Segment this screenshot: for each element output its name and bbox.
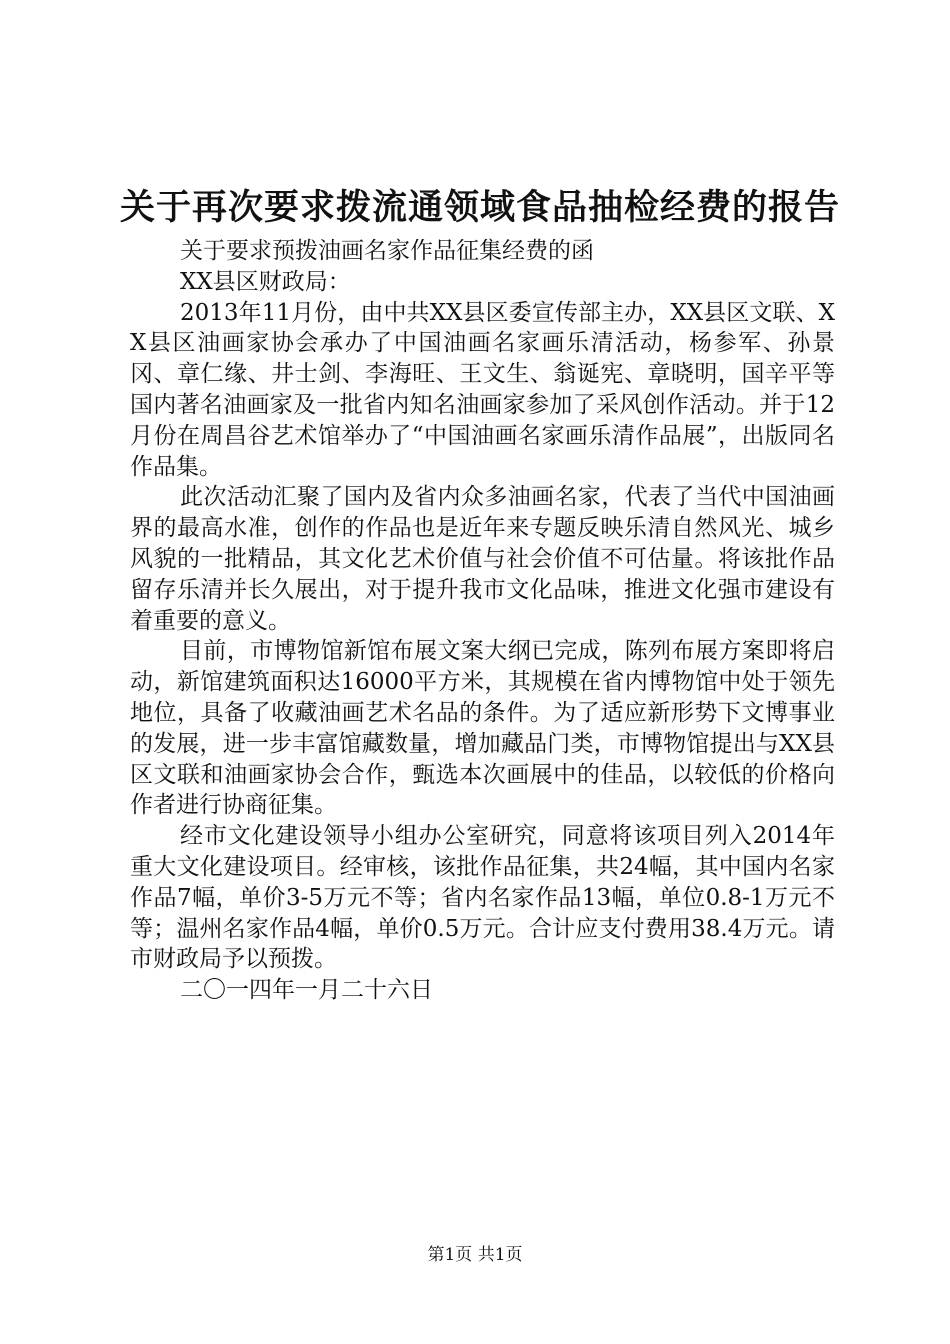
document-body bbox=[130, 236, 835, 1006]
paragraph-funding: 经市文化建设领导小组办公室研究，同意将该项目列入2014年重大文化建设项目。经审核，该批作品征集，共24幅，其中国内名家作品7幅，单价3-5万元不等；省内名家作品13幅，单位0.8-1万元不等；温州名家作品4幅，单价0.5万元。合计应支付费用38.4万元。请市财政局予以预拨。 bbox=[130, 823, 835, 973]
letter-date: 二〇一四年一月二十六日 bbox=[180, 977, 433, 1004]
letter-addressee: XX县区财政局： bbox=[180, 268, 351, 295]
paragraph-significance: 此次活动汇聚了国内及省内众多油画名家，代表了当代中国油画界的最高水准，创作的作品也是近年来专题反映乐清自然风光、城乡风貌的一批精品，其文化艺术价值与社会价值不可估量。将该批作品留存乐清并长久展出，对于提升我市文化品味，推进文化强市建设有着重要的意义。 bbox=[130, 484, 835, 634]
document-title: 关于再次要求拨流通领域食品抽检经费的报告 bbox=[120, 187, 841, 228]
letter-subject: 关于要求预拨油画名家作品征集经费的函 bbox=[180, 238, 594, 264]
paragraph-museum: 目前，市博物馆新馆布展文案大纲已完成，陈列布展方案即将启动，新馆建筑面积达16000平方米，其规模在省内博物馆中处于领先地位，具备了收藏油画艺术名品的条件。为了适应新形势下文博事业的发展，进一步丰富馆藏数量，增加藏品门类，市博物馆提出与XX县区文联和油画家协会合作，甄选本次画展中的佳品，以较低的价格向作者进行协商征集。 bbox=[130, 638, 835, 819]
paragraph-activity: 2013年11月份，由中共XX县区委宣传部主办，XX县区文联、XX县区油画家协会承办了中国油画名家画乐清活动，杨参军、孙景冈、章仁缘、井士剑、李海旺、王文生、翁诞宪、章晓明，国辛平等国内著名油画家及一批省内知名油画家参加了采风创作活动。并于12月份在周昌谷艺术馆举办了“中国油画名家画乐清作品展”，出版同名作品集。 bbox=[130, 299, 835, 480]
page-footer: 第1页 共1页 bbox=[427, 1245, 523, 1265]
